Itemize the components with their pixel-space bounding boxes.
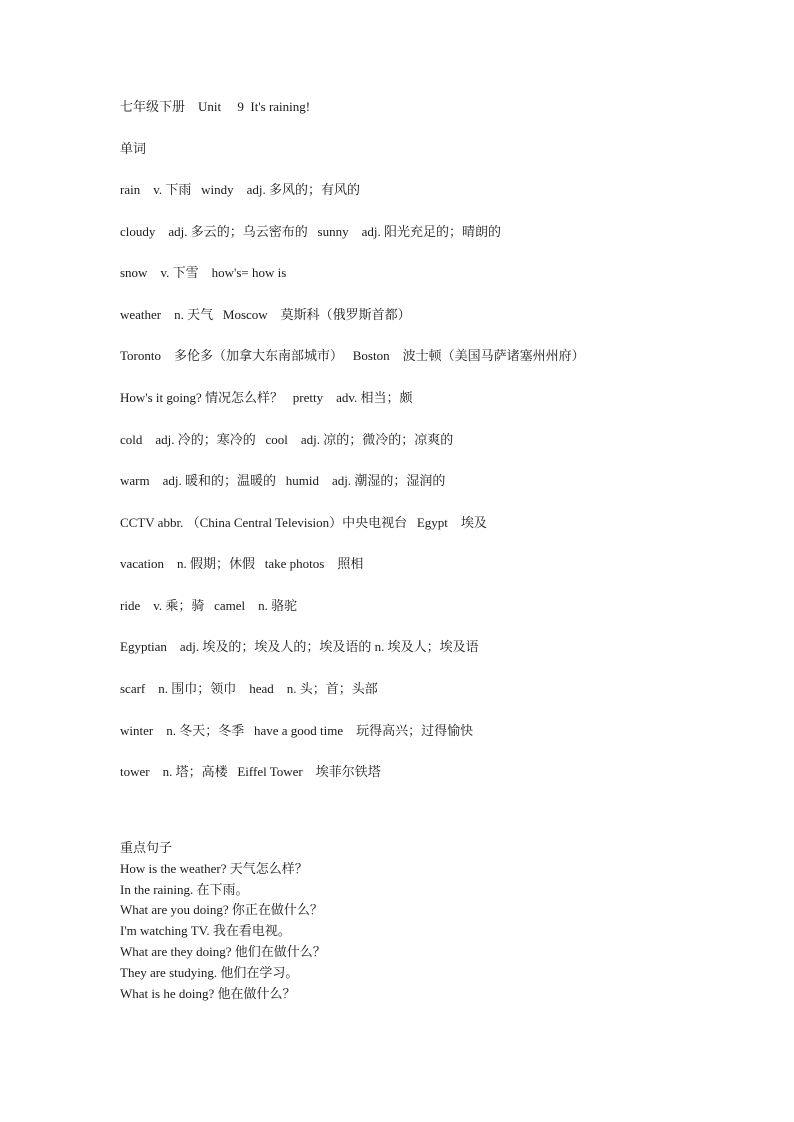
vocab-line: How's it going? 情况怎么样？ pretty adv. 相当；颇 xyxy=(120,390,413,405)
sentence-line: What are you doing? 你正在做什么？ xyxy=(120,902,323,918)
key-sentences xyxy=(120,838,326,1004)
vocab-line: vacation n. 假期；休假 take photos 照相 xyxy=(120,556,364,571)
vocab-line: Egyptian adj. 埃及的；埃及人的；埃及语的 n. 埃及人；埃及语 xyxy=(120,639,479,654)
sentence-line: What is he doing? 他在做什么？ xyxy=(120,985,296,1001)
vocab-line: cold adj. 冷的；寒冷的 cool adj. 凉的；微冷的；凉爽的 xyxy=(120,432,454,447)
vocab-line: ride v. 乘；骑 camel n. 骆驼 xyxy=(120,598,298,613)
vocab-heading: 单词 xyxy=(120,141,147,156)
sentence-line: How is the weather? 天气怎么样？ xyxy=(120,860,308,876)
sentence-line: They are studying. 他们在学习。 xyxy=(120,964,299,980)
document-title: 七年级下册 Unit 9 It's raining! xyxy=(120,99,311,114)
vocab-line: weather n. 天气 Moscow 莫斯科（俄罗斯首都） xyxy=(120,307,411,322)
vocab-line: CCTV abbr. （China Central Television）中央电视台 Egypt 埃及 xyxy=(120,515,487,530)
sentences-heading: 重点句子 xyxy=(120,840,173,855)
vocab-line: cloudy adj. 多云的；乌云密布的 sunny adj. 阳光充足的；晴朗的 xyxy=(120,224,501,239)
sentence-line: I'm watching TV. 我在看电视。 xyxy=(120,923,291,939)
vocab-line: snow v. 下雪 how's= how is xyxy=(120,265,287,280)
sentence-line: In the raining. 在下雨。 xyxy=(120,881,249,897)
vocab-line: warm adj. 暖和的；温暖的 humid adj. 潮湿的；湿润的 xyxy=(120,473,446,488)
vocab-line: Toronto 多伦多（加拿大东南部城市） Boston 波士顿（美国马萨诸塞州州府） xyxy=(120,348,585,363)
vocab-line: tower n. 塔；高楼 Eiffel Tower 埃菲尔铁塔 xyxy=(120,764,381,779)
vocab-line: rain v. 下雨 windy adj. 多风的；有风的 xyxy=(120,182,360,197)
vocab-line: scarf n. 围巾；领巾 head n. 头；首；头部 xyxy=(120,681,378,696)
sentence-line: What are they doing? 他们在做什么？ xyxy=(120,943,326,959)
vocab-line: winter n. 冬天；冬季 have a good time 玩得高兴；过得愉快 xyxy=(120,723,474,738)
